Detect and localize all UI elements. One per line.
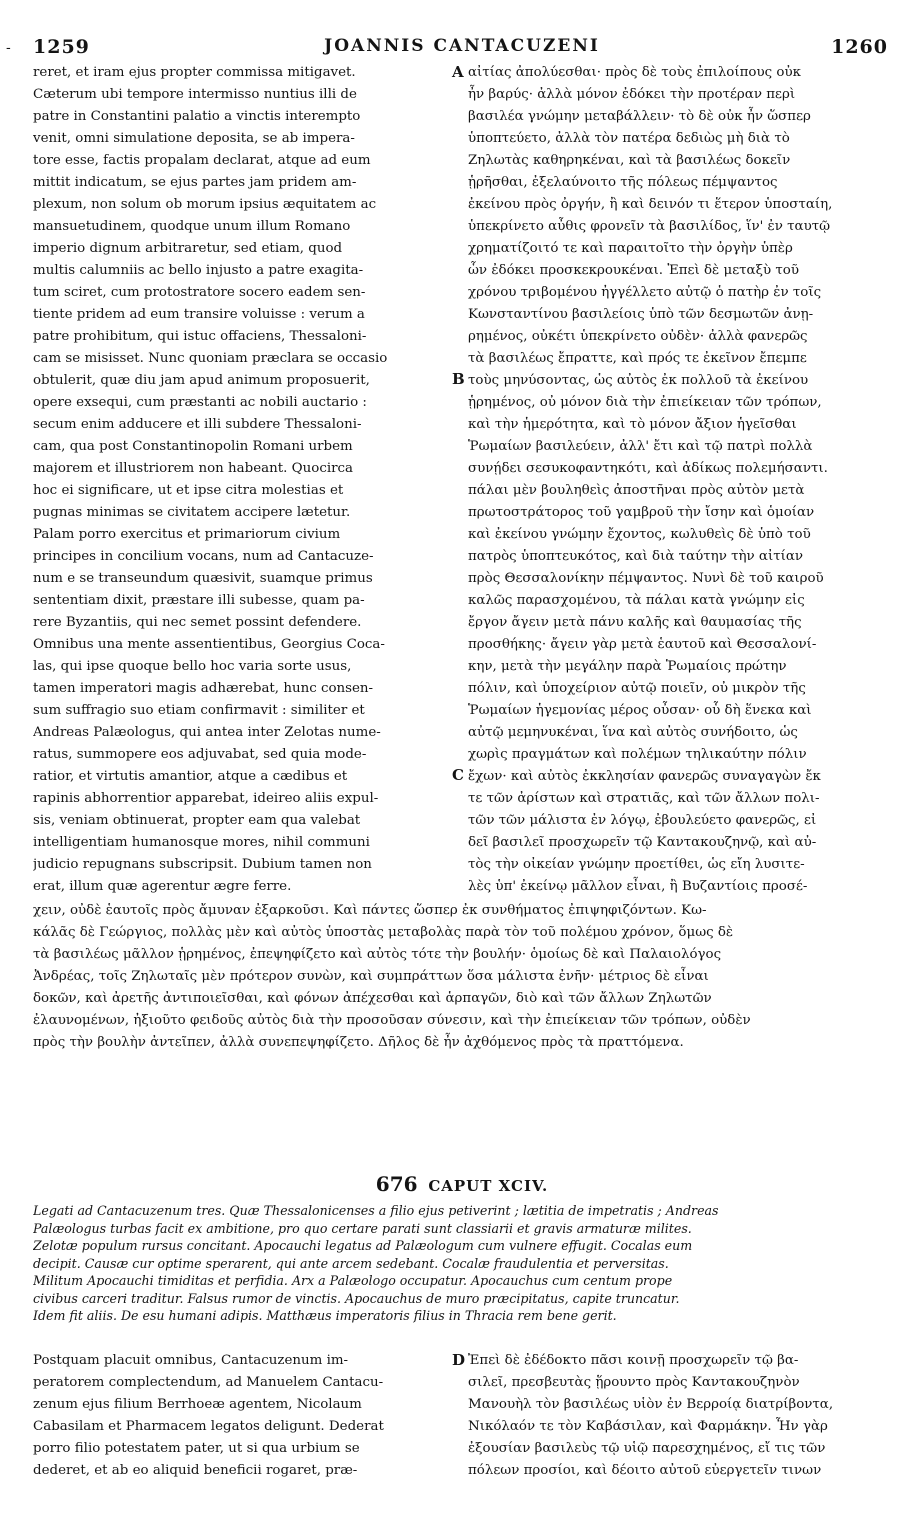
greek-text-line: τὰ βασιλέως μᾶλλον ᾑρημένος, ἐπεψηφίζετο καὶ αὐτὸς τότε τὴν βουλήν· ὁμοίως δὲ καὶ Παλαιολόγος bbox=[33, 947, 722, 962]
summary-line: civibus carceri traditur. Falsus rumor de vinctis. Apocauchus de muro præcipitatus, capite truncatur. bbox=[33, 1290, 680, 1306]
latin-text-line: principes in concilium vocans, num ad Cantacuze- bbox=[33, 549, 374, 564]
greek-text-line: αἰτίας ἀπολύεσθαι· πρὸς δὲ τοὺς ἐπιλοίπους οὐκ bbox=[468, 65, 801, 80]
latin-text-line: multis calumniis ac bello injusto a patre exagita- bbox=[33, 263, 364, 278]
greek-full-width-paragraph bbox=[33, 900, 890, 1054]
latin-bottom-column bbox=[33, 1350, 448, 1482]
greek-text-line: πρὸς Θεσσαλονίκην πέμψαντος. Νυνὶ δὲ τοῦ καιροῦ bbox=[468, 571, 824, 586]
latin-text-line: majorem et illustriorem non habeant. Quocirca bbox=[33, 461, 353, 476]
latin-text-line: Postquam placuit omnibus, Cantacuzenum im- bbox=[33, 1353, 349, 1368]
greek-text-line: τῶν τῶν μάλιστα ἐν λόγῳ, ἐβουλεύετο φανερῶς, εἰ bbox=[468, 813, 817, 828]
latin-text-line: cam se misisset. Nunc quoniam præclara se occasio bbox=[33, 351, 388, 366]
greek-text-line: Ῥωμαίων βασιλεύειν, ἀλλ' ἔτι καὶ τῷ πατρὶ πολλὰ bbox=[468, 439, 813, 454]
greek-text-line: καὶ ἐκείνου γνώμην ἔχοντος, κωλυθεὶς δὲ ὑπὸ τοῦ bbox=[468, 527, 811, 542]
chapter-number: 676 bbox=[375, 1172, 418, 1196]
greek-text-line: τοὺς μηνύσοντας, ὡς αὐτὸς ἐκ πολλοῦ τὰ ἐκείνου bbox=[468, 373, 809, 388]
greek-text-line: τὰ βασιλέως ἔπραττε, καὶ πρός τε ἐκεῖνον ἔπεμπε bbox=[468, 351, 807, 366]
latin-text-line: secum enim adducere et illi subdere Thessaloni- bbox=[33, 417, 362, 432]
greek-text-line: ρημένος, οὐκέτι ὑπεκρίνετο οὐδὲν· ἀλλὰ φανερῶς bbox=[468, 329, 808, 344]
latin-text-line: porro filio potestatem pater, ut si qua urbium se bbox=[33, 1441, 360, 1456]
latin-text-line: tum sciret, cum protostratore socero eadem sen- bbox=[33, 285, 366, 300]
greek-text-line: δεῖ βασιλεῖ προσχωρεῖν τῷ Καντακουζηνῷ, καὶ αὐ- bbox=[468, 835, 817, 850]
greek-text-line: ἐξουσίαν βασιλεὺς τῷ υἱῷ παρεσχημένος, εἴ τις τῶν bbox=[468, 1441, 826, 1456]
running-title: JOANNIS CANTACUZENI bbox=[324, 36, 600, 56]
greek-text-line: Ἐπεὶ δὲ ἐδέδοκτο πᾶσι κοινῇ προσχωρεῖν τῷ βα- bbox=[468, 1353, 799, 1368]
greek-text-line: χειν, οὐδὲ ἑαυτοῖς πρὸς ἄμυναν ἐξαρκοῦσι. Καὶ πάντες ὥσπερ ἐκ συνθήματος ἐπιψηφιζόντων. Κω- bbox=[33, 903, 707, 918]
greek-text-line: κην, μετὰ τὴν μεγάλην παρὰ Ῥωμαίοις πρώτην bbox=[468, 659, 787, 674]
summary-line: Militum Apocauchi timiditas et perfidia. Arx a Palæologo occupatur. Apocauchus cum centum prope bbox=[33, 1273, 673, 1288]
greek-text-line: καὶ τὴν ἡμερότητα, καὶ τὸ μόνον ἄξιον ἡγεῖσθαι bbox=[468, 417, 797, 432]
latin-text-line: sum suffragio suo etiam confirmavit : similiter et bbox=[33, 703, 365, 718]
greek-text-line: πρὸς τὴν βουλὴν ἀντεῖπεν, ἀλλὰ συνεπεψηφίζετο. Δῆλος δὲ ἦν ἀχθόμενος πρὸς τὰ πραττόμενα. bbox=[33, 1035, 684, 1050]
chapter-heading bbox=[0, 1172, 924, 1196]
latin-text-line: ratior, et virtutis amantior, atque a cædibus et bbox=[33, 769, 348, 784]
latin-text-line: tiente pridem ad eum transire voluisse : verum a bbox=[33, 307, 365, 322]
greek-text-line: ἦν βαρύς· ἀλλὰ μόνον ἐδόκει τὴν προτέραν περὶ bbox=[468, 87, 796, 102]
greek-text-line: ἔχων· καὶ αὐτὸς ἐκκλησίαν φανερῶς συναγαγὼν ἔκ bbox=[468, 769, 821, 784]
latin-text-line: opere exsequi, cum præstanti ac nobili auctario : bbox=[33, 395, 367, 410]
latin-text-line: peratorem complectendum, ad Manuelem Cantacu- bbox=[33, 1375, 384, 1390]
latin-text-line: num e se transeundum quæsivit, suamque primus bbox=[33, 571, 373, 586]
greek-text-line: ὧν ἐδόκει προσκεκρουκέναι. Ἐπεὶ δὲ μεταξὺ τοῦ bbox=[468, 263, 799, 278]
page-number-right: 1260 bbox=[831, 36, 888, 58]
greek-text-line: ᾑρῆσθαι, ἐξελαύνοιτο τῆς πόλεως πέμψαντος bbox=[468, 175, 778, 190]
margin-letter-d: D bbox=[452, 1351, 466, 1369]
latin-text-line: patre in Constantini palatio a vinctis interempto bbox=[33, 109, 361, 124]
latin-text-line: tore esse, factis propalam declarat, atque ad eum bbox=[33, 153, 371, 168]
greek-text-line: ᾑρημένος, οὐ μόνον διὰ τὴν ἐπιείκειαν τῶν τρόπων, bbox=[468, 395, 822, 410]
latin-text-line: Cabasilam et Pharmacem legatos deligunt. Dederat bbox=[33, 1419, 384, 1434]
greek-text-line: προσθήκης· ἄγειν γὰρ μετὰ ἑαυτοῦ καὶ Θεσσαλονί- bbox=[468, 637, 817, 652]
greek-text-line: πρωτοστράτορος τοῦ γαμβροῦ τὴν ἴσην καὶ ὁμοίαν bbox=[468, 505, 815, 520]
latin-text-line: rere Byzantiis, qui nec semet possint defendere. bbox=[33, 615, 362, 630]
greek-text-line: πατρὸς ὑποπτευκότος, καὶ διὰ ταύτην τὴν αἰτίαν bbox=[468, 549, 804, 564]
greek-text-line: δοκῶν, καὶ ἀρετῆς ἀντιποιεῖσθαι, καὶ φόνων ἀπέχεσθαι καὶ ἁρπαγῶν, διὸ καὶ τῶν ἄλλων Ζηλωτῶν bbox=[33, 991, 712, 1006]
page-number-left: 1259 bbox=[33, 36, 90, 58]
latin-text-line: rapinis abhorrentior apparebat, ideireo aliis expul- bbox=[33, 791, 379, 806]
margin-mark: - bbox=[6, 40, 11, 56]
greek-text-line: ἐκείνου πρὸς ὀργήν, ἢ καὶ δεινόν τι ἕτερον ὑποσταίη, bbox=[468, 197, 833, 212]
latin-text-line: zenum ejus filium Berrhoeæ agentem, Nicolaum bbox=[33, 1397, 362, 1412]
greek-text-line: σιλεῖ, πρεσβευτὰς ᾕρουντο πρὸς Καντακουζηνὸν bbox=[468, 1375, 800, 1390]
latin-text-line: hoc ei significare, ut et ipse citra molestias et bbox=[33, 483, 344, 498]
latin-text-line: venit, omni simulatione deposita, se ab impera- bbox=[33, 131, 355, 146]
latin-text-line: las, qui ipse quoque bello hoc varia sorte usus, bbox=[33, 659, 352, 674]
chapter-caput: CAPUT XCIV. bbox=[428, 1177, 549, 1195]
greek-text-line: τε τῶν ἀρίστων καὶ στρατιᾶς, καὶ τῶν ἄλλων πολι- bbox=[468, 791, 820, 806]
margin-letter-a: A bbox=[452, 63, 464, 81]
latin-text-line: tamen imperatori magis adhærebat, hunc consen- bbox=[33, 681, 374, 696]
latin-text-line: sententiam dixit, præstare illi subesse, quam pa- bbox=[33, 593, 365, 608]
greek-text-line: τὸς τὴν οἰκείαν γνώμην προετίθει, ὡς εἴη λυσιτε- bbox=[468, 857, 805, 872]
greek-text-line: καλῶς παρασχομένου, τὰ πάλαι κατὰ γνώμην εἰς bbox=[468, 593, 805, 608]
summary-line: Palæologus turbas facit ex ambitione, pro quo certare parati sunt classiarii et gravis armaturæ milites. bbox=[33, 1220, 692, 1236]
greek-text-line: χρηματίζοιτό τε καὶ παραιτοῖτο τὴν ὀργὴν ὑπὲρ bbox=[468, 241, 793, 256]
greek-text-line: Κωνσταντίνου βασιλείοις ὑπὸ τῶν δεσμωτῶν ἀνῃ- bbox=[468, 307, 814, 322]
greek-column bbox=[468, 62, 888, 898]
latin-text-line: Cæterum ubi tempore intermisso nuntius illi de bbox=[33, 87, 357, 102]
latin-text-line: ratus, summopere eos adjuvabat, sed quia mode- bbox=[33, 747, 367, 762]
greek-text-line: αὐτῷ μεμηνυκέναι, ἵνα καὶ αὐτὸς συνήδοιτο, ὡς bbox=[468, 725, 798, 740]
latin-text-line: intelligentiam humanosque mores, nihil communi bbox=[33, 835, 370, 850]
greek-text-line: πόλιν, καὶ ὑποχείριον αὐτῷ ποιεῖν, οὐ μικρὸν τῆς bbox=[468, 681, 806, 696]
greek-text-line: λὲς ὑπ' ἐκείνῳ μᾶλλον εἶναι, ἢ Βυζαντίοις προσέ- bbox=[468, 879, 808, 894]
latin-text-line: dederet, et ab eo aliquid beneficii rogaret, præ- bbox=[33, 1463, 358, 1478]
latin-text-line: reret, et iram ejus propter commissa mitigavet. bbox=[33, 65, 356, 80]
greek-text-line: χωρὶς πραγμάτων καὶ πολέμων τηλικαύτην πόλιν bbox=[468, 747, 807, 762]
summary-line: Zelotæ populum rursus concitant. Apocauchi legatus ad Palæologum cum vulnere effugit. Cocalas eum bbox=[33, 1238, 693, 1253]
latin-text-line: mansuetudinem, quodque unum illum Romano bbox=[33, 219, 351, 234]
latin-text-line: cam, qua post Constantinopolin Romani urbem bbox=[33, 439, 353, 454]
greek-text-line: συνῄδει σεσυκοφαντηκότι, καὶ ἀδίκως πολεμήσαντι. bbox=[468, 461, 828, 476]
summary-line: Idem fit aliis. De esu humani adipis. Matthæus imperatoris filius in Thracia rem bene gerit. bbox=[33, 1308, 617, 1323]
latin-text-line: pugnas minimas se civitatem accipere lætetur. bbox=[33, 505, 351, 520]
latin-text-line: obtulerit, quæ diu jam apud animum proposuerit, bbox=[33, 373, 370, 388]
latin-text-line: Andreas Palæologus, qui antea inter Zelotas nume- bbox=[33, 725, 381, 740]
latin-text-line: Omnibus una mente assentientibus, Georgius Coca- bbox=[33, 637, 385, 652]
greek-text-line: πόλεων προσίοι, καὶ δέοιτο αὐτοῦ εὐεργετεῖν τινων bbox=[468, 1463, 822, 1478]
greek-text-line: πάλαι μὲν βουληθεὶς ἀποστῆναι πρὸς αὐτὸν μετὰ bbox=[468, 483, 805, 498]
greek-text-line: χρόνου τριβομένου ἠγγέλλετο αὐτῷ ὁ πατὴρ ἐν τοῖς bbox=[468, 285, 822, 300]
greek-text-line: βασιλέα γνώμην μεταβάλλειν· τὸ δὲ οὐκ ἦν ὥσπερ bbox=[468, 109, 811, 124]
latin-text-line: mittit indicatum, se ejus partes jam pridem am- bbox=[33, 175, 357, 190]
margin-letter-b: B bbox=[452, 370, 465, 388]
margin-letter-c: C bbox=[452, 766, 464, 784]
greek-text-line: Ῥωμαίων ἡγεμονίας μέρος οὖσαν· οὗ δὴ ἕνεκα καὶ bbox=[468, 703, 812, 718]
summary-line: decipit. Causæ cur optime sperarent, qui ante arcem sedebant. Cocalæ fraudulentia et perversitas. bbox=[33, 1255, 669, 1271]
latin-column bbox=[33, 62, 448, 898]
greek-text-line: ἐλαυνομένων, ἠξιοῦτο φειδοῦς αὐτὸς διὰ τὴν προσοῦσαν σύνεσιν, καὶ τὴν ἐπιείκειαν τῶν τρόπων, οὐδὲν bbox=[33, 1013, 751, 1028]
greek-text-line: Ζηλωτὰς καθηρηκέναι, καὶ τὰ βασιλέως δοκεῖν bbox=[468, 153, 791, 168]
greek-text-line: κάλᾶς δὲ Γεώργιος, πολλὰς μὲν καὶ αὐτὸς ὑποστὰς μεταβολὰς παρὰ τὸν τοῦ πολέμου χρόνον, ὅμως δὲ bbox=[33, 925, 734, 940]
latin-text-line: Palam porro exercitus et primariorum civium bbox=[33, 527, 341, 542]
greek-text-line: Ἀνδρέας, τοῖς Ζηλωταῖς μὲν πρότερον συνὼν, καὶ συμπράττων ὅσα μάλιστα ἐνῆν· μέτριος δὲ εἶναι bbox=[33, 969, 709, 984]
greek-text-line: ἔργον ἄγειν μετὰ πάνυ καλῆς καὶ θαυμασίας τῆς bbox=[468, 615, 802, 630]
greek-bottom-column bbox=[468, 1350, 888, 1482]
chapter-summary bbox=[33, 1202, 890, 1325]
greek-text-line: ὑπεκρίνετο αὖθις φρονεῖν τὰ βασιλίδος, ἵν' ἐν ταυτῷ bbox=[468, 219, 831, 234]
latin-text-line: sis, veniam obtinuerat, propter eam qua valebat bbox=[33, 813, 361, 828]
greek-text-line: ὑποπτεύετο, ἀλλὰ τὸν πατέρα δεδιὼς μὴ διὰ τὸ bbox=[468, 131, 790, 146]
latin-text-line: plexum, non solum ob morum ipsius æquitatem ac bbox=[33, 197, 377, 212]
greek-text-line: Νικόλαόν τε τὸν Καβάσιλαν, καὶ Φαρμάκην. Ἦν γὰρ bbox=[468, 1419, 828, 1434]
latin-text-line: judicio repugnans subscripsit. Dubium tamen non bbox=[33, 857, 372, 872]
summary-line: Legati ad Cantacuzenum tres. Quæ Thessalonicenses a filio ejus petiverint ; lætitia de impetratis ; Andreas bbox=[33, 1203, 719, 1218]
greek-text-line: Μανουὴλ τὸν βασιλέως υἱὸν ἐν Βερροίᾳ διατρίβοντα, bbox=[468, 1397, 834, 1412]
latin-text-line: imperio dignum arbitraretur, sed etiam, quod bbox=[33, 241, 343, 256]
latin-text-line: erat, illum quæ agerentur ægre ferre. bbox=[33, 879, 292, 894]
latin-text-line: patre prohibitum, qui istuc offaciens, Thessaloni- bbox=[33, 329, 367, 344]
